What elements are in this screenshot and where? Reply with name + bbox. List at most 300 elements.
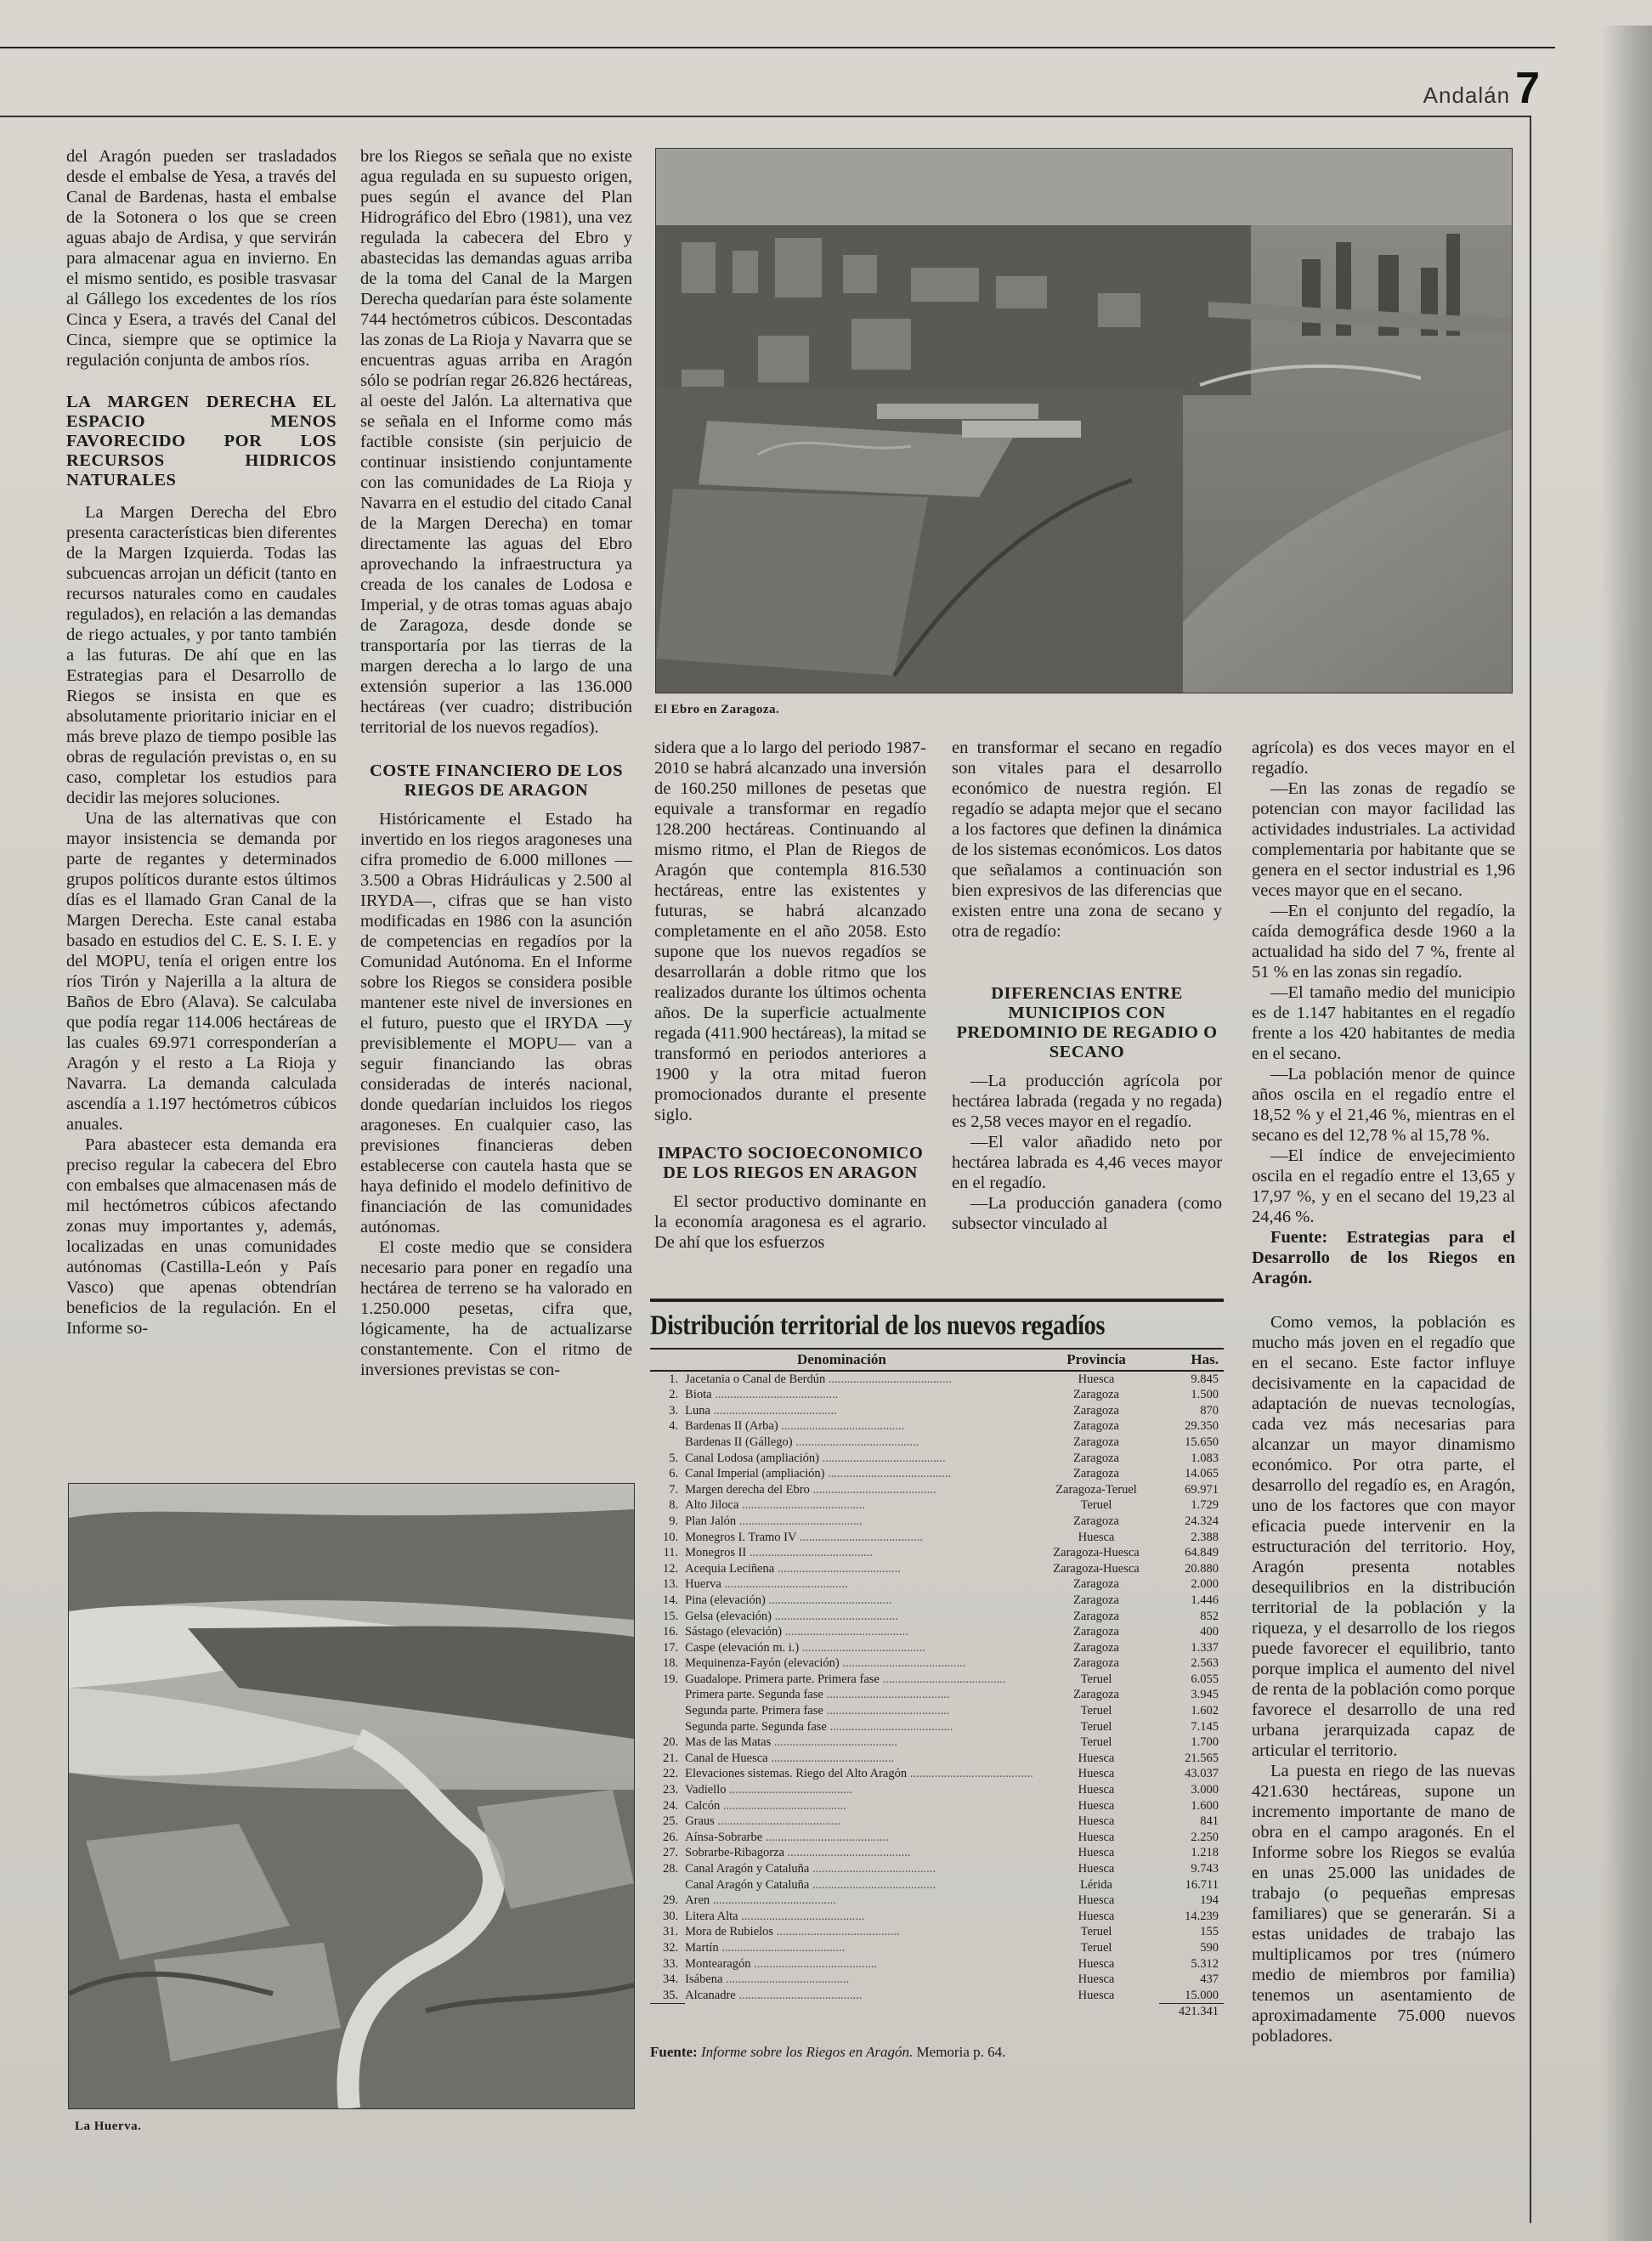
row-provincia: Zaragoza xyxy=(1073,1656,1119,1671)
column-4 xyxy=(952,738,1222,1234)
row-denominacion: Primera parte. Segunda fase ........................................ xyxy=(685,1688,950,1702)
row-index: 5. xyxy=(669,1451,679,1465)
row-denominacion-text: Monegros I. Tramo IV xyxy=(685,1530,797,1544)
row-index: 8. xyxy=(669,1498,679,1513)
row-denominacion-text: Mora de Rubielos xyxy=(685,1925,774,1939)
total-blank xyxy=(685,2004,1033,2020)
row-denominacion-text: Aínsa-Sobrarbe xyxy=(685,1830,763,1844)
row-denominacion-text: Segunda parte. Primera fase xyxy=(685,1704,823,1718)
row-index: 35. xyxy=(663,1988,679,2002)
row-denominacion-text: Sástago (elevación) xyxy=(685,1625,783,1639)
table-total-row xyxy=(650,2004,1224,2020)
row-has: 1.602 xyxy=(1191,1704,1219,1718)
row-provincia: Zaragoza xyxy=(1073,1625,1119,1639)
column-5 xyxy=(1252,738,1515,2046)
row-denominacion: Canal Aragón y Cataluña ........................................ xyxy=(685,1877,936,1892)
col5-paragraph: —En las zonas de regadío se potencian con mayor facilidad las actividades industriales. La actividad complementaria por habitante que se genera en el sector industrial es 1,96 veces mayor que en el secano. xyxy=(1252,779,1515,900)
row-provincia: Huesca xyxy=(1078,1751,1115,1765)
row-denominacion-text: Canal de Huesca xyxy=(685,1751,768,1765)
row-provincia: Lérida xyxy=(1080,1877,1112,1892)
publication-name: Andalán xyxy=(1423,82,1511,108)
row-denominacion-text: Calcón xyxy=(685,1798,721,1813)
table-row xyxy=(650,1403,1224,1419)
table-row xyxy=(650,1861,1224,1877)
row-provincia: Huesca xyxy=(1078,1372,1115,1386)
table-row xyxy=(650,1418,1224,1435)
table-row xyxy=(650,1988,1224,2004)
row-index: 6. xyxy=(669,1467,679,1481)
table-row xyxy=(650,1909,1224,1925)
table-source-title: Informe sobre los Riegos en Aragón. xyxy=(700,2043,914,2060)
right-border-rule xyxy=(1530,116,1531,2223)
row-index: 10. xyxy=(663,1530,679,1544)
row-denominacion-text: Luna xyxy=(685,1403,710,1418)
row-has: 69.971 xyxy=(1185,1482,1219,1497)
row-index: 15. xyxy=(663,1609,679,1623)
row-has: 3.000 xyxy=(1191,1783,1219,1797)
row-denominacion-text: Segunda parte. Segunda fase xyxy=(685,1719,827,1734)
row-index: 20. xyxy=(663,1735,679,1750)
row-index: 28. xyxy=(663,1862,679,1876)
row-denominacion-text: Primera parte. Segunda fase xyxy=(685,1688,823,1702)
col4-heading: DIFERENCIAS ENTRE MUNICIPIOS CON PREDOMINIO DE REGADIO O SECANO xyxy=(956,984,1218,1061)
row-denominacion-text: Martín xyxy=(685,1940,719,1955)
row-provincia: Huesca xyxy=(1078,1814,1115,1829)
row-provincia: Teruel xyxy=(1080,1925,1112,1939)
row-provincia: Zaragoza xyxy=(1073,1467,1119,1481)
row-denominacion-text: Bardenas II (Arba) xyxy=(685,1419,778,1434)
row-index: 9. xyxy=(669,1514,679,1528)
row-has: 16.711 xyxy=(1185,1877,1219,1892)
row-has: 64.849 xyxy=(1185,1546,1219,1560)
col1-paragraph: del Aragón pueden ser trasladados desde el embalse de Yesa, a través del Canal de Bardenas, hasta el embalse de la Sotonera o los que se creen aguas abajo de Ardisa, y que servirán para almacenar agua en invierno. En el mismo sentido, es posible trasvasar al Gállego los excedentes de los ríos Cinca y Esera, a través del Canal del Cinca, siempre que se optimice la regulación conjunta de ambos ríos. xyxy=(66,147,337,370)
table-source xyxy=(650,2044,1224,2061)
row-denominacion-text: Montearagón xyxy=(685,1956,751,1971)
row-denominacion: Monegros II ........................................ xyxy=(685,1546,873,1560)
row-denominacion-text: Mas de las Matas xyxy=(685,1735,772,1750)
col5-paragraph: Como vemos, la población es mucho más joven en el regadío que en el secano. Este factor influye decisivamente en la capacidad de adaptación de nuevas tecnologías, cada vez más necesarias para alcanzar un mayor dinamismo económico. Por otra parte, el desarrollo del regadío es, en Aragón, uno de los factores que con mayor eficacia puede intervenir en la estructuración del territorio. Hoy, Aragón presenta notables desequilibrios en la distribución territorial de la población y la riqueza, y el desarrollo de los riegos puede favorecer el equilibrio, tanto porque implica el aumento del nivel de renta de la población como porque favorece el desarrollo de una red urbana jerarquizada capaz de articular el territorio. xyxy=(1252,1313,1515,1760)
row-has: 590 xyxy=(1200,1940,1219,1955)
row-denominacion: Graus ........................................ xyxy=(685,1814,841,1829)
row-index: 27. xyxy=(663,1846,679,1860)
row-denominacion-text: Acequia Leciñena xyxy=(685,1561,775,1576)
col3-paragraph: sidera que a lo largo del periodo 1987-2010 se habrá alcanzado una inversión de 160.250 millones de pesetas que equivale a transformar en regadío 128.200 hectáreas. Continuando al mismo ritmo, el Plan de Riegos de Aragón que contempla 816.530 hectáreas, entre las existentes y futuras, se habrá alcanzado completamente en el año 2058. Esto supone que los nuevos regadíos se desarrollarán a doble ritmo que los realizados durante los últimos ochenta años. De la superficie actualmente regada (411.900 hectáreas), la mitad se transformó en periodos anteriores a 1900 y la otra mitad fueron promocionados durante el presente siglo. xyxy=(654,739,926,1124)
row-has: 24.324 xyxy=(1185,1514,1219,1528)
row-has: 7.145 xyxy=(1191,1719,1219,1734)
row-index: 4. xyxy=(669,1419,679,1434)
col5-paragraph: —En el conjunto del regadío, la caída demográfica desde 1960 a la actualidad ha sido del 7 %, frente al 51 % en las zonas sin regadío. xyxy=(1252,902,1515,982)
row-index: 14. xyxy=(663,1593,679,1607)
huerva-photo-caption: La Huerva. xyxy=(75,2119,142,2133)
row-provincia: Zaragoza-Huesca xyxy=(1053,1561,1140,1576)
row-provincia: Zaragoza xyxy=(1073,1593,1119,1607)
row-denominacion-text: Margen derecha del Ebro xyxy=(685,1482,810,1497)
row-provincia: Zaragoza xyxy=(1073,1688,1119,1702)
row-denominacion: Margen derecha del Ebro ........................................ xyxy=(685,1482,936,1497)
row-provincia: Huesca xyxy=(1078,1989,1115,2002)
row-denominacion-text: Mequinenza-Fayón (elevación) xyxy=(685,1656,840,1671)
row-has: 14.065 xyxy=(1185,1467,1219,1481)
table-row xyxy=(650,1956,1224,1972)
row-provincia: Zaragoza xyxy=(1073,1403,1119,1418)
row-denominacion-text: Canal Aragón y Cataluña xyxy=(685,1877,810,1892)
row-denominacion-text: Pina (elevación) xyxy=(685,1593,766,1607)
row-provincia: Teruel xyxy=(1080,1940,1112,1955)
col5-paragraph: —El índice de envejecimiento oscila en el regadío entre el 13,65 y 17,97 %, y en el secano del 19,23 al 24,46 %. xyxy=(1252,1146,1515,1226)
total-blank xyxy=(1033,2004,1160,2020)
table-row xyxy=(650,1814,1224,1830)
row-denominacion-text: Isábena xyxy=(685,1972,723,1987)
row-denominacion: Caspe (elevación m. i.) ........................................ xyxy=(685,1640,925,1655)
distribution-table-box xyxy=(650,1299,1224,2061)
row-provincia: Zaragoza xyxy=(1073,1640,1119,1655)
table-row xyxy=(650,1877,1224,1893)
row-denominacion-text: Guadalope. Primera parte. Primera fase xyxy=(685,1672,880,1686)
col5-paragraph: La puesta en riego de las nuevas 421.630 hectáreas, supone un incremento importante de mano de obra en el campo aragonés. En el Informe sobre los Riegos se evalúa en unas 25.000 las unidades de trabajo (o pequeñas empresas familiares) que se generarán. Si a estas unidades de trabajo las multiplicamos por tres (número medio de miembros por familia) tenemos un asentamiento de aproximadamente 75.000 nuevos pobladores. xyxy=(1252,1762,1515,2046)
table-row xyxy=(650,1972,1224,1988)
table-row xyxy=(650,1609,1224,1625)
table-total-value: 421.341 xyxy=(1159,2004,1224,2020)
row-index xyxy=(650,1719,685,1735)
row-provincia: Zaragoza xyxy=(1073,1514,1119,1528)
row-has: 1.600 xyxy=(1191,1798,1219,1813)
row-provincia: Zaragoza-Teruel xyxy=(1055,1482,1137,1497)
col4-paragraph: —La producción ganadera (como subsector vinculado al xyxy=(952,1194,1222,1233)
row-denominacion: Alto Jiloca ........................................ xyxy=(685,1498,866,1513)
row-denominacion: Canal de Huesca ........................................ xyxy=(685,1751,895,1765)
row-index: 33. xyxy=(663,1956,679,1971)
row-denominacion: Gelsa (elevación) ........................................ xyxy=(685,1609,898,1623)
table-body xyxy=(650,1371,1224,2020)
col2-paragraph: El coste medio que se considera necesario para poner en regadío una hectárea de terreno se ha valorado en 1.250.000 pesetas, cifra que, lógicamente, ha de actualizarse constantemente. Con el ritmo de inversiones previstas se con- xyxy=(360,1238,632,1379)
row-denominacion-text: Canal Imperial (ampliación) xyxy=(685,1467,825,1481)
row-has: 3.945 xyxy=(1191,1688,1219,1702)
table-row xyxy=(650,1466,1224,1482)
table-source-label: Fuente: xyxy=(650,2043,698,2060)
row-denominacion-text: Alcanadre xyxy=(685,1989,736,2002)
table-row xyxy=(650,1782,1224,1798)
row-denominacion: Sástago (elevación) ........................................ xyxy=(685,1625,908,1639)
col5-source: Fuente: Estrategias para el Desarrollo de los Riegos en Aragón. xyxy=(1252,1228,1515,1287)
row-provincia: Zaragoza xyxy=(1073,1451,1119,1465)
table-row xyxy=(650,1371,1224,1388)
row-has: 6.055 xyxy=(1191,1672,1219,1686)
col2-paragraph: bre los Riegos se señala que no existe agua regulada en su supuesto origen, pues según el avance del Plan Hidrográfico del Ebro (1981), una vez regulada la cabecera del Ebro y abastecidas las demandas aguas arriba de la toma del Canal de la Margen Derecha quedarían para éste solamente 744 hectómetros cúbicos. Descontadas las zonas de La Rioja y Navarra que se encuentras aguas arriba en Aragón sólo se podrían regar 26.826 hectáreas, al oeste del Jalón. La alternativa que se señala en el Informe como más factible consiste (sin perjuicio de continuar insistiendo conjuntamente con las comunidades de La Rioja y Navarra en el estudio del citado Canal de la Margen Derecha) en tomar directamente las aguas del Ebro aprovechando la infraestructura ya creada de los canales de Lodosa e Imperial, y de otras tomas aguas abajo de Zaragoza, desde donde se transportaría por las tierras de la margen derecha a lo largo de una extensión superior a las 136.000 hectáreas (ver cuadro; distribución territorial de los nuevos regadíos). xyxy=(360,147,632,737)
row-has: 1.218 xyxy=(1191,1846,1219,1860)
table-row xyxy=(650,1751,1224,1767)
row-has: 9.845 xyxy=(1191,1372,1219,1386)
distribution-table xyxy=(650,1350,1224,2020)
row-denominacion-text: Vadiello xyxy=(685,1783,727,1797)
row-has: 155 xyxy=(1200,1925,1219,1939)
table-row xyxy=(650,1530,1224,1546)
row-has: 21.565 xyxy=(1185,1751,1219,1765)
table-row xyxy=(650,1545,1224,1561)
row-provincia: Teruel xyxy=(1080,1704,1112,1718)
row-has: 1.337 xyxy=(1191,1640,1219,1655)
row-has: 9.743 xyxy=(1191,1862,1219,1876)
table-row xyxy=(650,1940,1224,1956)
row-denominacion: Luna ........................................ xyxy=(685,1403,837,1418)
row-has: 5.312 xyxy=(1191,1956,1219,1971)
col1-paragraph: Una de las alternativas que con mayor insistencia se demanda por parte de regantes y determinados grupos políticos durante estos últimos días es el llamado Gran Canal de la Margen Derecha. Este canal estaba basado en estudios del C. E. S. I. E. y del MOPU, tenía el origen entre los ríos Tirón y Najerilla a la altura de Baños de Ebro (Alava). Se calculaba que podía regar 114.006 hectáreas de las cuales 69.971 corresponderían a Aragón y el resto a La Rioja y Navarra. La demanda calculada ascendía a 1.197 hectómetros cúbicos anuales. xyxy=(66,809,337,1134)
top-rule xyxy=(0,47,1555,48)
row-provincia: Teruel xyxy=(1080,1672,1112,1686)
huerva-aerial-image xyxy=(69,1484,634,2108)
row-denominacion-text: Huerva xyxy=(685,1577,721,1592)
row-denominacion-text: Canal Lodosa (ampliación) xyxy=(685,1451,819,1465)
row-index: 31. xyxy=(663,1925,679,1939)
row-has: 1.500 xyxy=(1191,1388,1219,1402)
row-denominacion: Segunda parte. Segunda fase ........................................ xyxy=(685,1719,953,1734)
row-index: 2. xyxy=(669,1388,679,1402)
col4-paragraph: en transformar el secano en regadío son vitales para el desarrollo económico de nuestra región. El regadío se adapta mejor que el secano a los factores que definen la dinámica de los sistemas económicos. Los datos que señalamos a continuación son bien expresivos de las diferencias que existen entre una zona de secano y otra de regadío: xyxy=(952,739,1222,941)
row-provincia: Zaragoza xyxy=(1073,1388,1119,1402)
row-has: 29.350 xyxy=(1185,1419,1219,1434)
row-index xyxy=(650,1435,685,1451)
row-denominacion-text: Sobrarbe-Ribagorza xyxy=(685,1846,784,1860)
col1-paragraph: Para abastecer esta demanda era preciso regular la cabecera del Ebro con embalses que almacenasen más de mil hectómetros cúbicos afectando zonas muy importantes y, además, localizadas en unas comunidades autónomas (Castilla-León y País Vasco) que apenas obtendrían beneficios de la regulación. En el Informe so- xyxy=(66,1135,337,1338)
row-index: 32. xyxy=(663,1940,679,1955)
row-index: 11. xyxy=(663,1546,679,1560)
row-has: 2.563 xyxy=(1191,1656,1219,1671)
row-denominacion-text: Caspe (elevación m. i.) xyxy=(685,1640,800,1655)
row-has: 400 xyxy=(1200,1625,1219,1639)
row-has: 437 xyxy=(1200,1972,1219,1987)
col5-paragraph: agrícola) es dos veces mayor en el regadío. xyxy=(1252,739,1515,778)
table-row xyxy=(650,1672,1224,1688)
row-denominacion: Mas de las Matas ........................................ xyxy=(685,1735,897,1750)
column-2 xyxy=(360,146,632,1380)
table-row xyxy=(650,1766,1224,1782)
ebro-photo-caption: El Ebro en Zaragoza. xyxy=(654,703,780,716)
row-index: 18. xyxy=(663,1656,679,1671)
table-row xyxy=(650,1640,1224,1656)
row-index: 3. xyxy=(669,1403,679,1418)
row-denominacion: Pina (elevación) ........................................ xyxy=(685,1593,892,1607)
table-row xyxy=(650,1514,1224,1530)
table-source-page: Memoria p. 64. xyxy=(916,2043,1006,2060)
column-1 xyxy=(66,146,337,1338)
col3-heading: IMPACTO SOCIOECONOMICO DE LOS RIEGOS EN ARAGON xyxy=(657,1144,924,1182)
row-denominacion: Aren ........................................ xyxy=(685,1893,836,1908)
row-denominacion-text: Plan Jalón xyxy=(685,1514,737,1528)
row-provincia: Huesca xyxy=(1078,1956,1115,1971)
table-row xyxy=(650,1451,1224,1467)
row-denominacion-text: Aren xyxy=(685,1893,710,1908)
row-denominacion: Canal Aragón y Cataluña ........................................ xyxy=(685,1862,936,1876)
row-index: 23. xyxy=(663,1783,679,1797)
row-provincia: Huesca xyxy=(1078,1862,1115,1876)
page-number: 7 xyxy=(1515,64,1540,113)
header-denominacion: Denominación xyxy=(650,1350,1033,1371)
row-provincia: Huesca xyxy=(1078,1846,1115,1860)
col2-paragraph: Históricamente el Estado ha invertido en los riegos aragoneses una cifra promedio de 6.000 millones —3.500 a Obras Hidráulicas y 2.500 al IRYDA—, cifras que se han visto modificadas en 1986 con la asunción de competencias en regadíos por la Comunidad Autónoma. En el Informe sobre los Riegos se considera posible mantener este nivel de inversiones en el futuro, puesto que el IRYDA —y previsiblemente el MOPU— van a seguir financiando las obras consideradas de interés nacional, donde quedarían incluidos los riegos aragoneses. En cualquier caso, las previsiones financieras deben establecerse con cautela hasta que se haya definido el modelo definitivo de financiación de las comunidades autónomas. xyxy=(360,810,632,1237)
row-index: 7. xyxy=(669,1482,679,1497)
col4-paragraph: —El valor añadido neto por hectárea labrada es 4,46 veces mayor en el regadío. xyxy=(952,1133,1222,1192)
table-row xyxy=(650,1719,1224,1735)
row-denominacion-text: Gelsa (elevación) xyxy=(685,1609,772,1623)
ebro-aerial-image xyxy=(656,149,1512,693)
row-has: 43.037 xyxy=(1185,1767,1219,1781)
row-denominacion-text: Elevaciones sistemas. Riego del Alto Aragón xyxy=(685,1767,908,1781)
row-denominacion: Bardenas II (Gállego) ........................................ xyxy=(685,1435,919,1449)
row-index: 21. xyxy=(663,1751,679,1765)
row-provincia: Zaragoza xyxy=(1073,1577,1119,1592)
row-denominacion: Bardenas II (Arba) ........................................ xyxy=(685,1419,905,1434)
row-has: 1.729 xyxy=(1191,1498,1219,1513)
row-denominacion: Litera Alta ........................................ xyxy=(685,1909,865,1923)
row-has: 2.388 xyxy=(1191,1530,1219,1544)
col5-paragraph: —El tamaño medio del municipio es de 1.147 habitantes en el regadío frente a los 420 habitantes de media en el secano. xyxy=(1252,983,1515,1063)
table-row xyxy=(650,1798,1224,1814)
col5-paragraph: —La población menor de quince años oscila en el regadío entre el 18,52 % y el 21,46 %, mientras en el secano es del 12,78 % al 15,78 %. xyxy=(1252,1065,1515,1145)
table-header-row xyxy=(650,1350,1224,1371)
row-denominacion: Isábena ........................................ xyxy=(685,1972,850,1987)
total-blank xyxy=(650,2004,685,2020)
row-denominacion-text: Monegros II xyxy=(685,1546,747,1560)
row-has: 870 xyxy=(1200,1403,1219,1418)
table-row xyxy=(650,1893,1224,1909)
table-row xyxy=(650,1435,1224,1451)
row-denominacion-text: Litera Alta xyxy=(685,1909,738,1923)
row-denominacion: Elevaciones sistemas. Riego del Alto Aragón ........................................ xyxy=(685,1767,1033,1781)
row-provincia: Huesca xyxy=(1078,1909,1115,1923)
row-denominacion: Calcón ........................................ xyxy=(685,1798,846,1813)
col3-paragraph: El sector productivo dominante en la economía aragonesa es el agrario. De ahí que los esfuerzos xyxy=(654,1192,926,1252)
row-has: 14.239 xyxy=(1185,1909,1219,1923)
row-index: 19. xyxy=(663,1672,679,1686)
row-index: 24. xyxy=(663,1798,679,1813)
col1-heading: LA MARGEN DERECHA EL ESPACIO MENOS FAVORECIDO POR LOS RECURSOS HIDRICOS NATURALES xyxy=(66,393,337,490)
row-denominacion: Monegros I. Tramo IV ........................................ xyxy=(685,1530,923,1544)
row-index xyxy=(650,1703,685,1719)
table-row xyxy=(650,1735,1224,1751)
table-row xyxy=(650,1387,1224,1403)
row-denominacion: Aínsa-Sobrarbe ........................................ xyxy=(685,1830,889,1844)
row-index: 12. xyxy=(663,1561,679,1576)
column-3 xyxy=(654,738,926,1253)
table-top-rule xyxy=(650,1299,1224,1302)
row-provincia: Huesca xyxy=(1078,1893,1115,1908)
row-denominacion: Montearagón ........................................ xyxy=(685,1956,878,1971)
row-has: 1.700 xyxy=(1191,1735,1219,1750)
row-provincia: Huesca xyxy=(1078,1783,1115,1797)
row-denominacion: Canal Lodosa (ampliación) ........................................ xyxy=(685,1451,946,1465)
row-denominacion: Huerva ........................................ xyxy=(685,1577,848,1592)
ebro-zaragoza-photo xyxy=(655,148,1513,693)
row-has: 852 xyxy=(1200,1609,1219,1623)
table-row xyxy=(650,1497,1224,1514)
masthead xyxy=(1423,64,1540,113)
header-rule xyxy=(0,116,1530,117)
table-row xyxy=(650,1655,1224,1672)
table-row xyxy=(650,1703,1224,1719)
row-denominacion: Canal Imperial (ampliación) ........................................ xyxy=(685,1467,952,1481)
row-provincia: Zaragoza-Huesca xyxy=(1053,1546,1140,1560)
row-denominacion: Vadiello ........................................ xyxy=(685,1783,853,1797)
table-row xyxy=(650,1593,1224,1609)
row-has: 20.880 xyxy=(1185,1561,1219,1576)
row-has: 194 xyxy=(1200,1893,1219,1908)
row-index: 34. xyxy=(663,1972,679,1987)
row-index xyxy=(650,1877,685,1893)
row-index: 29. xyxy=(663,1893,679,1908)
table-row xyxy=(650,1576,1224,1593)
row-has: 841 xyxy=(1200,1814,1219,1829)
row-index: 30. xyxy=(663,1909,679,1923)
col2-heading: COSTE FINANCIERO DE LOS RIEGOS DE ARAGON xyxy=(370,761,623,800)
row-has: 15.650 xyxy=(1185,1435,1219,1449)
row-index: 26. xyxy=(663,1830,679,1844)
row-provincia: Zaragoza xyxy=(1073,1435,1119,1449)
row-provincia: Huesca xyxy=(1078,1798,1115,1813)
row-provincia: Zaragoza xyxy=(1073,1609,1119,1623)
row-has: 1.083 xyxy=(1191,1451,1219,1465)
table-title: Distribución territorial de los nuevos regadíos xyxy=(650,1310,1106,1341)
row-denominacion: Alcanadre ........................................ xyxy=(685,1989,863,2002)
row-index: 16. xyxy=(663,1625,679,1639)
row-has: 2.000 xyxy=(1191,1577,1219,1592)
row-denominacion-text: Graus xyxy=(685,1814,715,1829)
row-denominacion: Sobrarbe-Ribagorza ........................................ xyxy=(685,1846,911,1860)
row-denominacion: Jacetania o Canal de Berdún ........................................ xyxy=(685,1372,952,1386)
header-provincia: Provincia xyxy=(1033,1350,1160,1371)
table-row xyxy=(650,1624,1224,1640)
row-provincia: Teruel xyxy=(1080,1735,1112,1750)
row-index: 1. xyxy=(669,1372,679,1386)
header-has: Has. xyxy=(1159,1350,1224,1371)
row-denominacion: Segunda parte. Primera fase ........................................ xyxy=(685,1704,950,1718)
table-row xyxy=(650,1561,1224,1577)
row-denominacion-text: Jacetania o Canal de Berdún xyxy=(685,1372,826,1386)
table-row xyxy=(650,1845,1224,1861)
row-has: 1.446 xyxy=(1191,1593,1219,1607)
table-row xyxy=(650,1482,1224,1498)
table-row xyxy=(650,1924,1224,1940)
row-provincia: Huesca xyxy=(1078,1767,1115,1781)
row-has: 15.000 xyxy=(1185,1988,1219,2002)
row-denominacion: Plan Jalón ........................................ xyxy=(685,1514,863,1528)
row-provincia: Huesca xyxy=(1078,1830,1115,1844)
row-denominacion: Mora de Rubielos ........................................ xyxy=(685,1925,900,1939)
row-index: 13. xyxy=(663,1577,679,1592)
row-denominacion: Biota ........................................ xyxy=(685,1388,839,1402)
row-provincia: Huesca xyxy=(1078,1972,1115,1987)
table-row xyxy=(650,1830,1224,1846)
col1-paragraph: La Margen Derecha del Ebro presenta características bien diferentes de la Margen Izquierda. Todas las subcuencas arrojan un déficit (tanto en recursos naturales como en caudales regulados), en relación a las demandas de riego actuales, y por tanto también a las futuras. De ahí que en las Estrategias para el Desarrollo de Riegos se insista en que es absolutamente prioritario iniciar en el más breve plazo de tiempo posible las obras de regulación previstas o, en su caso, completar los estudios para decidir las mejores soluciones. xyxy=(66,503,337,807)
row-provincia: Huesca xyxy=(1078,1530,1115,1544)
row-denominacion-text: Canal Aragón y Cataluña xyxy=(685,1862,810,1876)
row-provincia: Teruel xyxy=(1080,1498,1112,1513)
row-index: 25. xyxy=(663,1814,679,1829)
row-denominacion: Mequinenza-Fayón (elevación) ........................................ xyxy=(685,1656,966,1671)
row-denominacion-text: Biota xyxy=(685,1388,712,1402)
row-has: 2.250 xyxy=(1191,1830,1219,1844)
row-denominacion: Martín ........................................ xyxy=(685,1940,846,1955)
row-denominacion: Acequia Leciñena ........................................ xyxy=(685,1561,901,1576)
row-provincia: Teruel xyxy=(1080,1719,1112,1734)
page-edge-shadow xyxy=(1601,25,1652,2241)
table-row xyxy=(650,1687,1224,1703)
row-provincia: Zaragoza xyxy=(1073,1419,1119,1434)
row-index: 17. xyxy=(663,1640,679,1655)
row-index xyxy=(650,1687,685,1703)
huerva-photo xyxy=(68,1483,635,2109)
row-index: 22. xyxy=(663,1767,679,1781)
row-denominacion: Guadalope. Primera parte. Primera fase ........................................ xyxy=(685,1672,1006,1686)
row-denominacion-text: Bardenas II (Gállego) xyxy=(685,1435,793,1449)
